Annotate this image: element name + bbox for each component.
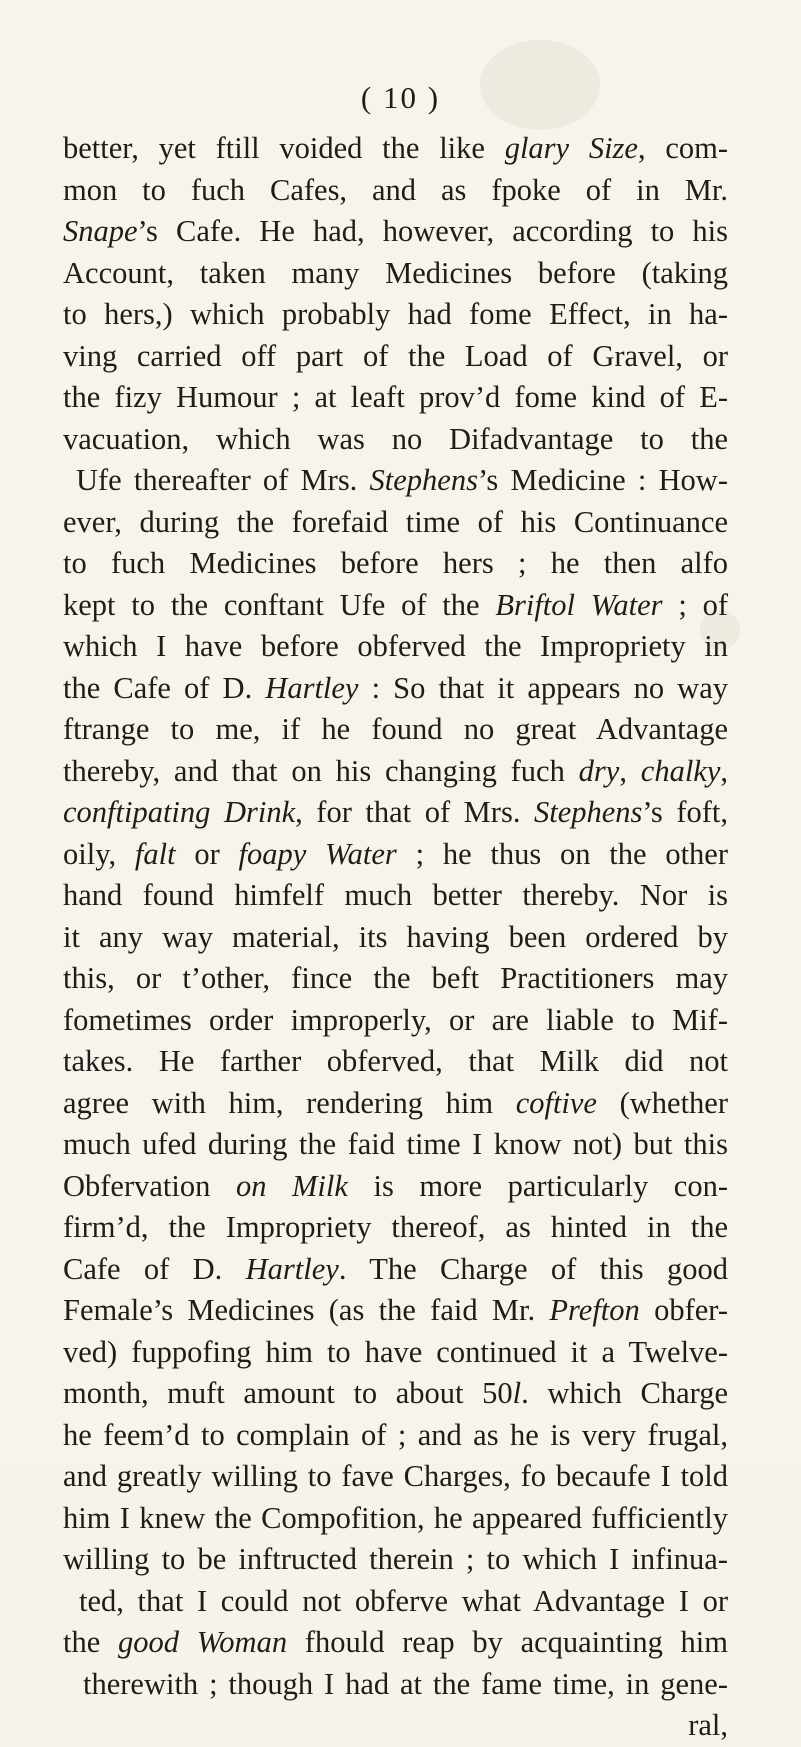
text-line — [63, 1622, 728, 1664]
text-line — [63, 1000, 728, 1042]
text-run: ; of — [662, 587, 728, 622]
text-line — [63, 253, 728, 295]
text-run: the Cafe of D. — [63, 670, 266, 705]
text-line — [63, 460, 728, 502]
italic-run: on Milk — [235, 1168, 348, 1203]
text-run: ’s foft, — [642, 795, 728, 829]
text-line — [63, 377, 728, 419]
italic-run: foapy Water — [238, 836, 397, 871]
text-run: Ufe thereafter of Mrs. — [76, 463, 370, 497]
text-line — [63, 875, 728, 917]
text-run: and greatly willing to fave Charges, fo becaufe I told — [63, 1459, 728, 1493]
italic-run: dry — [578, 753, 620, 788]
italic-run: Stephens — [534, 795, 643, 829]
text-line — [63, 336, 728, 378]
text-line — [63, 1207, 728, 1249]
text-run: the — [63, 1625, 118, 1659]
italic-run: Stephens — [369, 463, 478, 497]
text-run: ving carried off part of the Load of Gravel, or — [63, 338, 728, 373]
text-run: Account, taken many Medicines before (taking — [63, 255, 728, 290]
text-run: ’s Medicine : How- — [477, 463, 728, 497]
italic-run: glary Size — [504, 131, 638, 165]
italic-run: Prefton — [549, 1293, 640, 1327]
text-line — [63, 294, 728, 336]
text-run: or — [175, 836, 239, 871]
text-run: . which Charge — [521, 1376, 729, 1410]
text-run: ftrange to me, if he found no great Advantage — [63, 712, 728, 746]
text-line — [63, 1705, 728, 1747]
text-line — [63, 1124, 728, 1166]
text-run: firm’d, the Impropriety thereof, as hinted in the — [63, 1210, 728, 1244]
text-line — [63, 709, 728, 751]
text-run: him I knew the Compofition, he appeared fufficiently — [63, 1500, 728, 1535]
text-run: oily, — [63, 836, 135, 871]
italic-run: Hartley — [245, 1251, 339, 1286]
text-run: obfer- — [639, 1293, 728, 1327]
text-run: agree with him, rendering him — [63, 1085, 516, 1120]
text-line — [63, 543, 728, 585]
text-run: , for that of Mrs. — [295, 795, 534, 829]
text-run: ’s Cafe. He had, however, according to his — [137, 214, 728, 248]
text-line — [63, 502, 728, 544]
text-run: ral, — [688, 1708, 728, 1742]
text-run: this, or t’other, fince the beft Practitioners may — [63, 961, 728, 995]
italic-run: Hartley — [265, 670, 359, 705]
text-run: fometimes order improperly, or are liable to Mif- — [63, 1002, 728, 1037]
text-run: fhould reap by acquainting him — [287, 1625, 729, 1659]
text-line — [63, 1664, 728, 1706]
text-run: Cafe of D. — [63, 1251, 246, 1286]
text-line — [63, 585, 728, 627]
text-line — [63, 170, 728, 212]
text-line — [63, 1539, 728, 1581]
text-line — [63, 1041, 728, 1083]
italic-run: chalky — [640, 753, 721, 788]
text-line — [63, 1083, 728, 1125]
text-line — [63, 1456, 728, 1498]
text-run: Female’s Medicines (as the faid Mr. — [63, 1293, 550, 1327]
text-run: thereby, and that on his changing fuch — [63, 753, 579, 788]
text-run: , — [720, 753, 729, 788]
italic-run: conftipating Drink — [63, 795, 296, 829]
text-run: mon to fuch Cafes, and as fpoke of in Mr. — [63, 172, 728, 207]
text-line — [63, 1415, 728, 1457]
italic-run: good Woman — [117, 1625, 288, 1659]
text-line — [63, 834, 728, 876]
text-line — [63, 958, 728, 1000]
text-run: month, muft amount to about 50 — [63, 1376, 513, 1410]
text-run: willing to be inftructed therein ; to which I infinua- — [63, 1542, 728, 1576]
text-run: ved) fuppofing him to have continued it a Twelve- — [63, 1334, 728, 1369]
text-line — [63, 1166, 728, 1208]
text-line — [63, 751, 728, 793]
italic-run: coftive — [515, 1085, 597, 1120]
text-line — [63, 211, 728, 253]
text-line — [63, 1581, 728, 1623]
text-run: Obfervation — [63, 1168, 236, 1203]
italic-run: Briftol Water — [495, 587, 663, 622]
text-line — [63, 1373, 728, 1415]
text-line — [63, 1332, 728, 1374]
text-run: , — [619, 753, 641, 788]
text-run: he feem’d to complain of ; and as he is very frugal, — [63, 1417, 728, 1452]
text-run: (whether — [596, 1085, 728, 1120]
text-line — [63, 917, 728, 959]
text-run: hand found himfelf much better thereby. Nor is — [63, 878, 728, 912]
text-line — [63, 419, 728, 461]
italic-run: l — [512, 1376, 522, 1410]
text-run: which I have before obferved the Impropriety in — [63, 629, 728, 663]
text-line — [63, 792, 728, 834]
text-run: takes. He farther obferved, that Milk did not — [63, 1044, 728, 1078]
text-line — [63, 1290, 728, 1332]
text-run: ever, during the forefaid time of his Continuance — [63, 504, 728, 539]
text-run: vacuation, which was no Difadvantage to the — [63, 421, 728, 456]
italic-run: Snape — [63, 214, 138, 248]
text-run: better, yet ftill voided the like — [63, 131, 505, 165]
text-run: the fizy Humour ; at leaft prov’d fome kind of E- — [63, 380, 728, 414]
text-run: it any way material, its having been ordered by — [63, 919, 728, 954]
text-run: is more particularly con- — [347, 1168, 728, 1203]
text-run: , com- — [637, 131, 728, 165]
italic-run: falt — [134, 836, 176, 871]
text-run: kept to the conftant Ufe of the — [63, 587, 496, 622]
text-run: : So that it appears no way — [358, 670, 728, 705]
text-run: . The Charge of this good — [338, 1251, 728, 1286]
text-run: ; he thus on the other — [396, 836, 728, 871]
text-line — [63, 626, 728, 668]
text-run: ted, that I could not obferve what Advantage I or — [79, 1583, 728, 1618]
text-line — [63, 1498, 728, 1540]
text-run: to hers,) which probably had fome Effect, in ha- — [63, 297, 728, 331]
page-body-text — [63, 128, 728, 1747]
text-line — [63, 668, 728, 710]
page-number: ( 10 ) — [360, 80, 441, 115]
text-line — [63, 1249, 728, 1291]
text-line — [63, 128, 728, 170]
text-run: therewith ; though I had at the fame time, in gene- — [83, 1666, 728, 1701]
text-run: to fuch Medicines before hers ; he then alfo — [63, 546, 728, 580]
text-run: much ufed during the faid time I know not) but this — [63, 1127, 728, 1161]
